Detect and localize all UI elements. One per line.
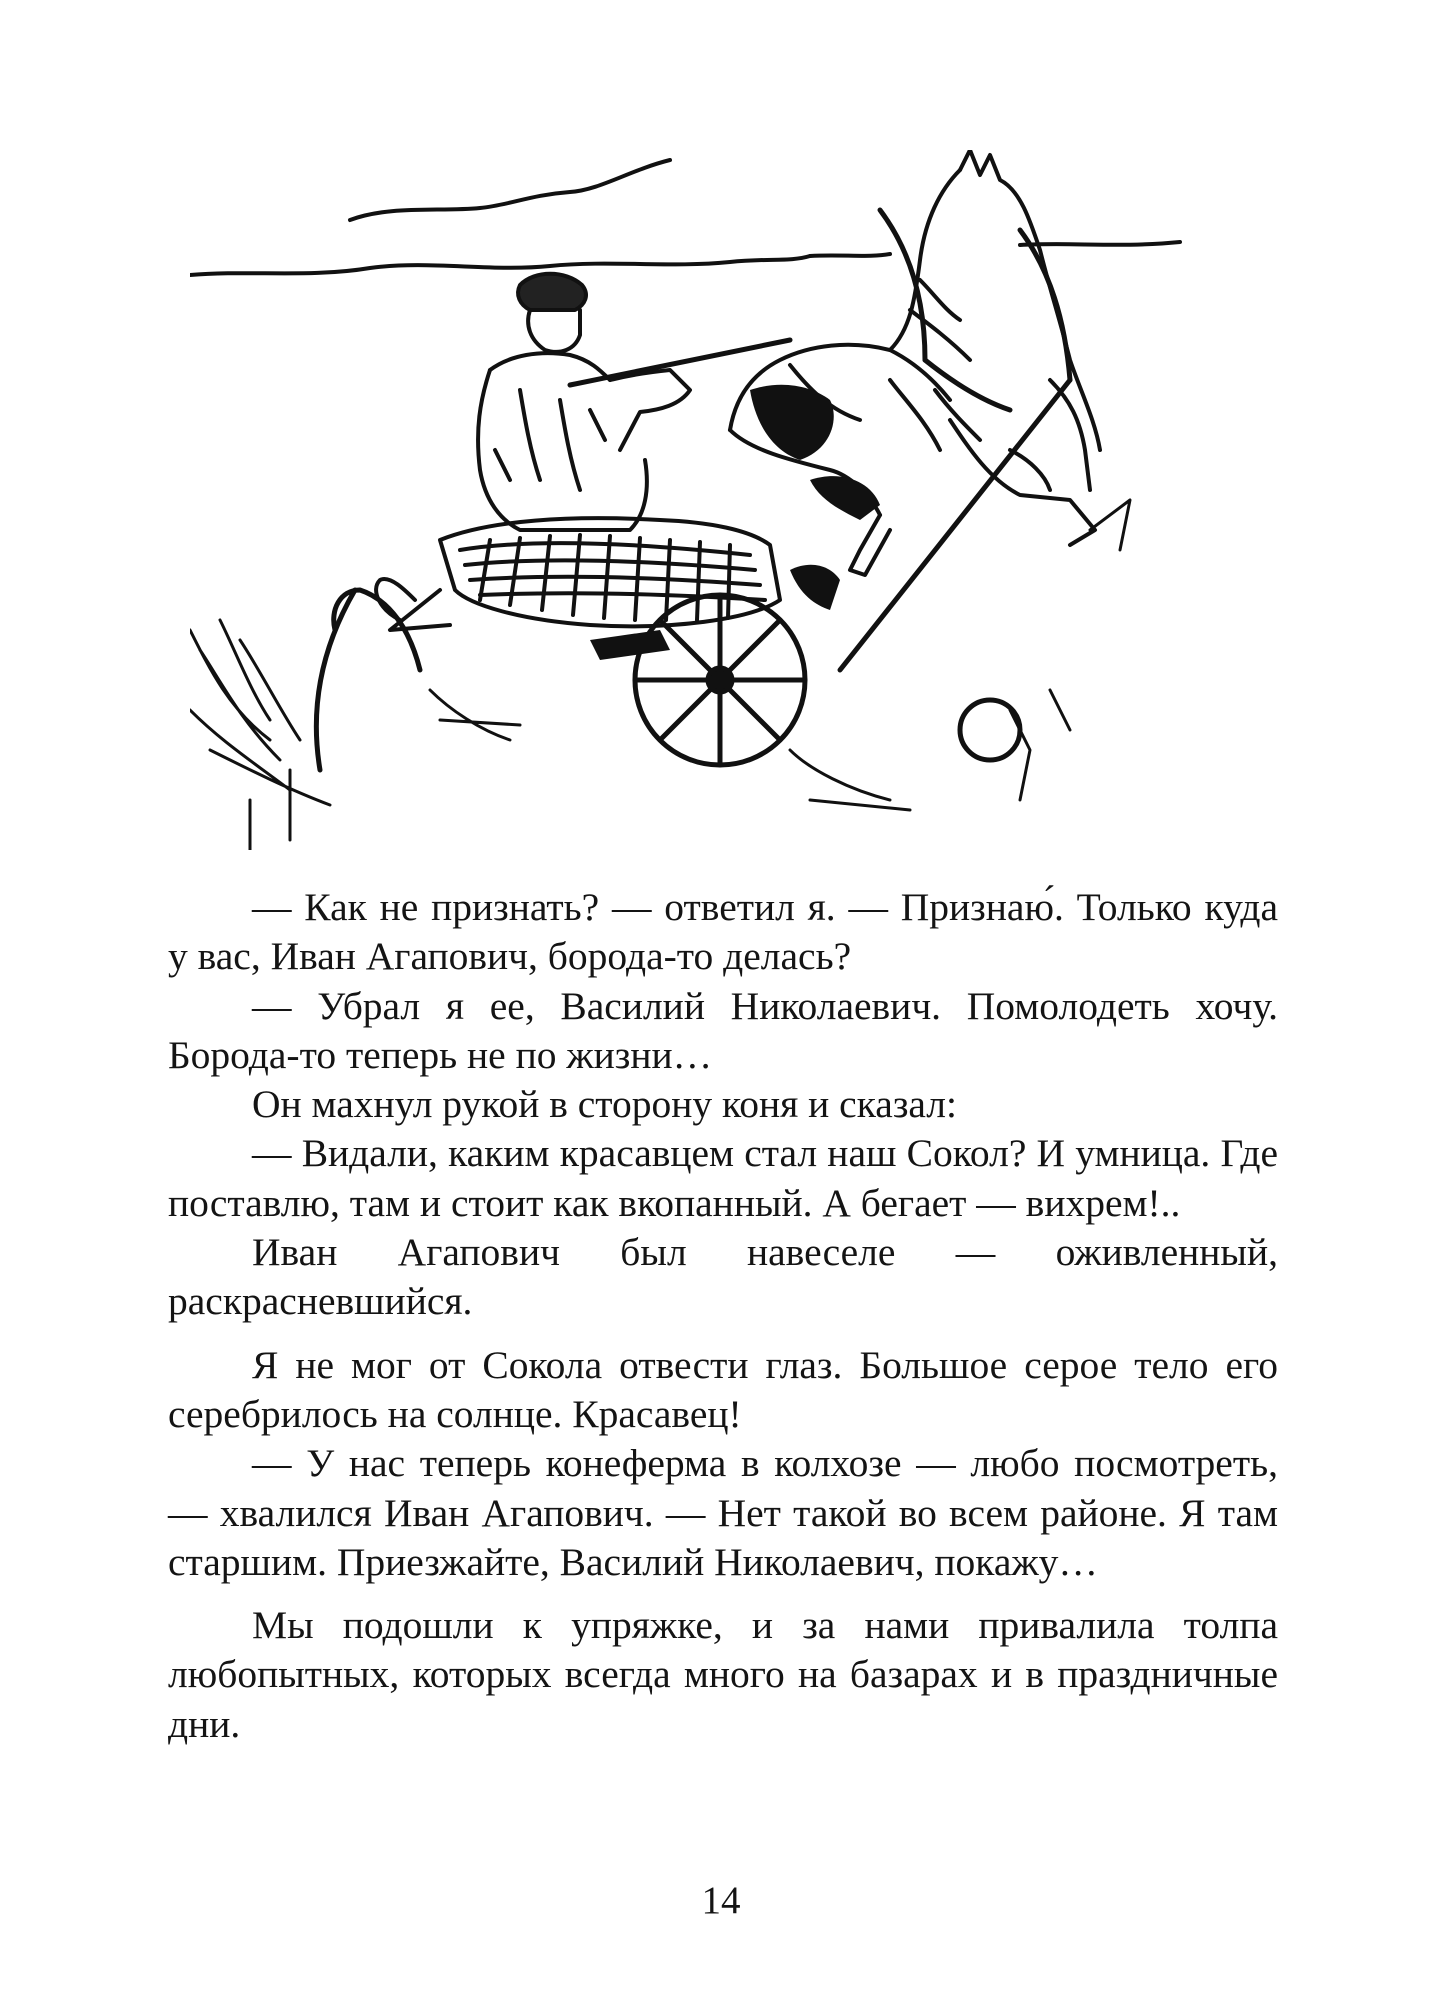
horse	[730, 150, 1100, 575]
paragraph: — Убрал я ее, Василий Николаевич. Помолодеть хочу. Борода-то теперь не по жизни…	[168, 983, 1278, 1077]
body-text	[168, 883, 1278, 1749]
paragraph: Мы подошли к упряжке, и за нами привалила толпа любопытных, которых всегда много на базарах и в праздничные дни.	[168, 1603, 1278, 1746]
paragraph: — У нас теперь конеферма в колхозе — любо посмотреть, — хвалился Иван Агапович. — Нет такой во всем районе. Я там старшим. Приезжайте, Василий Николаевич, покажу…	[168, 1441, 1278, 1584]
sky-lines	[190, 160, 1180, 275]
driver	[478, 274, 690, 530]
wheels	[316, 590, 1020, 770]
paragraph: — Видали, каким красавцем стал наш Сокол? И умница. Где поставлю, там и стоит как вкопанный. А бегает — вихрем!..	[168, 1131, 1278, 1225]
paragraph: Я не мог от Сокола отвести глаз. Большое серое тело его серебрилось на солнце. Красавец!	[168, 1342, 1278, 1436]
page-number: 14	[701, 1879, 741, 1922]
ground	[190, 500, 1130, 850]
paragraph: Иван Агапович был навеселе — оживленный, раскрасневшийся.	[168, 1230, 1278, 1324]
paragraph: Он махнул рукой в сторону коня и сказал:	[252, 1082, 957, 1127]
horse-cart-illustration	[190, 150, 1250, 850]
paragraph: — Как не признать? — ответил я. — Признаю́. Только куда у вас, Иван Агапович, борода-то делась?	[168, 885, 1278, 979]
